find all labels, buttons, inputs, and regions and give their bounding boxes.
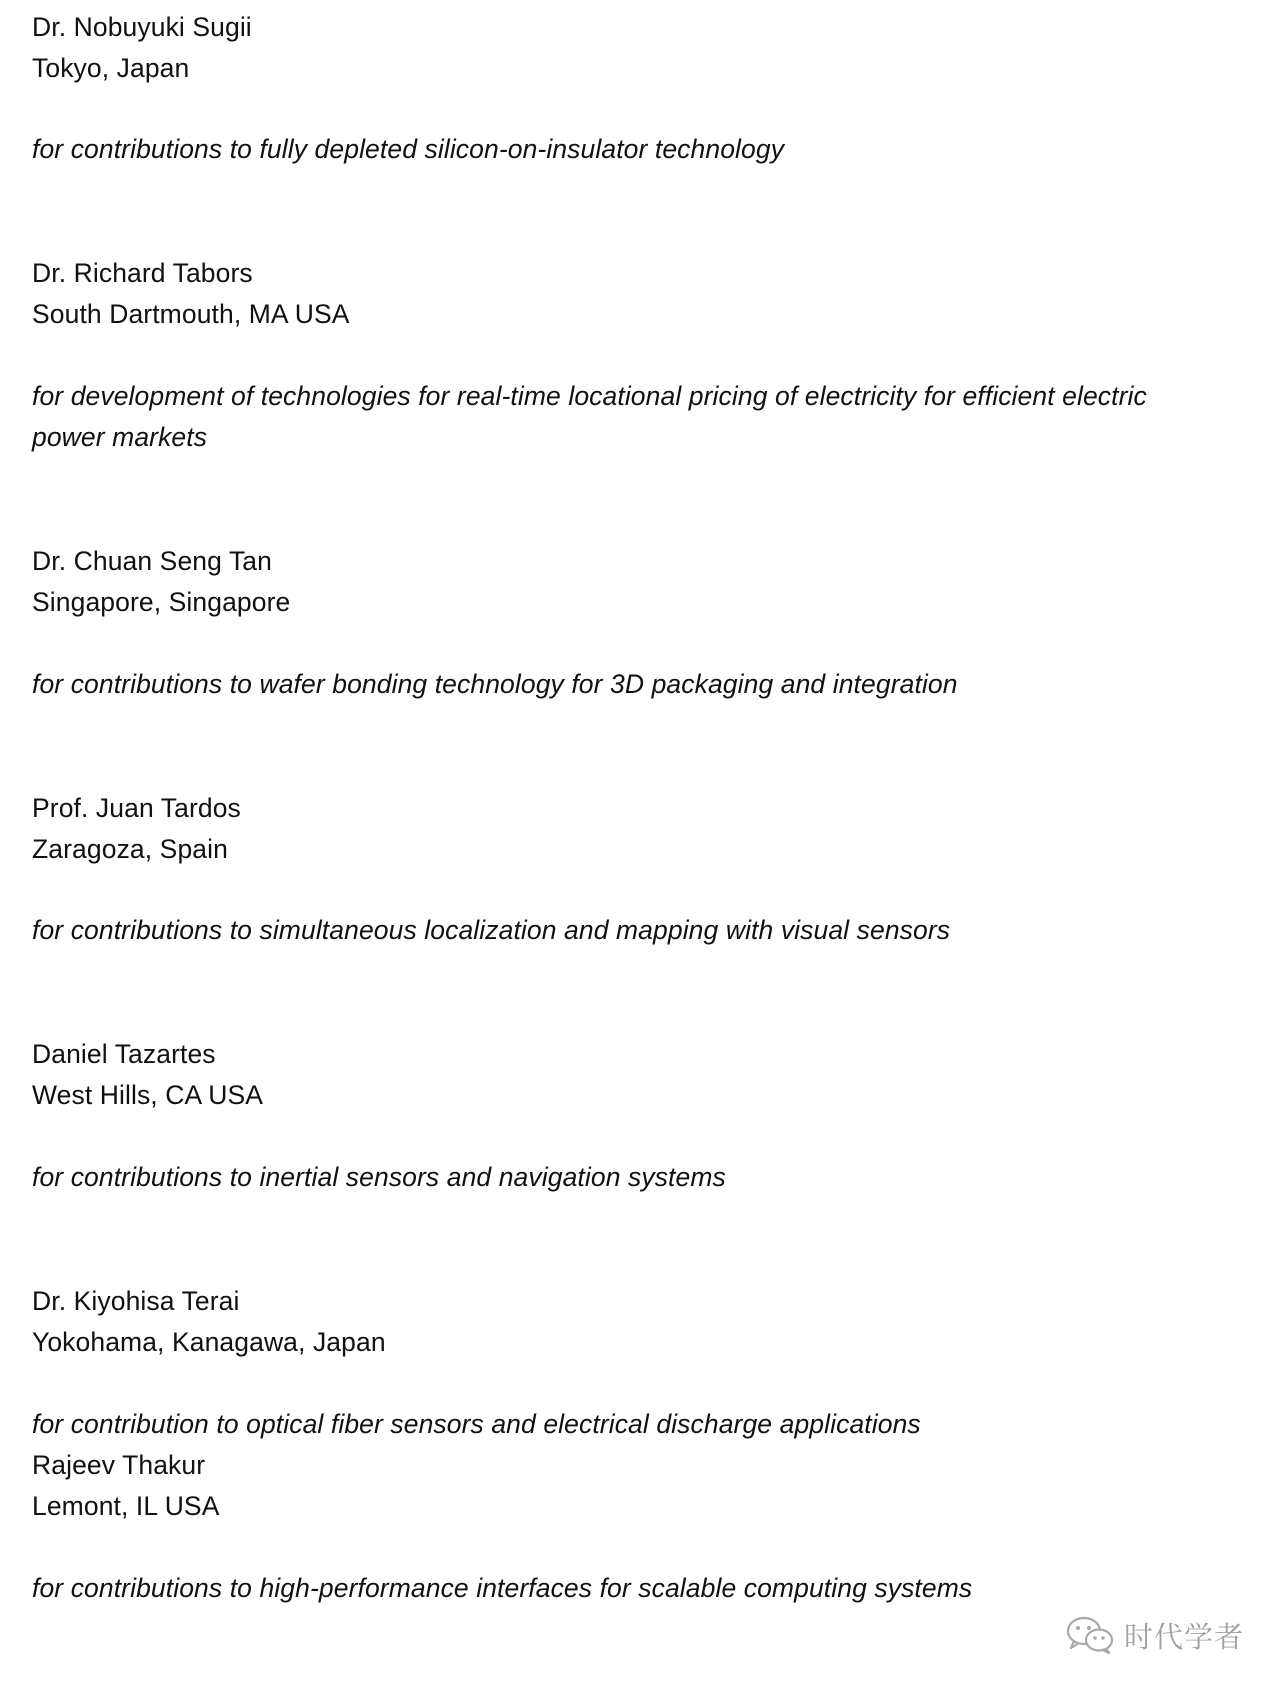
- fellow-location: Singapore, Singapore: [32, 587, 291, 617]
- fellow-location: Zaragoza, Spain: [32, 834, 228, 864]
- fellow-citation: for contributions to wafer bonding technology for 3D packaging and integration: [32, 669, 958, 699]
- fellow-citation: for contributions to inertial sensors and navigation systems: [32, 1162, 726, 1192]
- fellow-citation: for contributions to high-performance interfaces for scalable computing systems: [32, 1573, 973, 1603]
- fellow-citation: for contributions to simultaneous localization and mapping with visual sensors: [32, 915, 951, 945]
- fellow-citation-continued: power markets: [32, 422, 208, 452]
- fellow-citation: for development of technologies for real-time locational pricing of electricity for efficient electric: [32, 381, 1147, 411]
- fellow-citation: for contributions to fully depleted silicon-on-insulator technology: [32, 134, 785, 164]
- fellow-location: West Hills, CA USA: [32, 1080, 264, 1110]
- fellow-name: Dr. Nobuyuki Sugii: [32, 12, 252, 42]
- fellow-name: Dr. Kiyohisa Terai: [32, 1286, 240, 1316]
- fellow-location: South Dartmouth, MA USA: [32, 299, 350, 329]
- fellow-name: Daniel Tazartes: [32, 1039, 216, 1069]
- fellow-name: Dr. Chuan Seng Tan: [32, 546, 272, 576]
- watermark: [1064, 1613, 1244, 1657]
- fellow-name: Rajeev Thakur: [32, 1450, 206, 1480]
- fellow-name: Dr. Richard Tabors: [32, 258, 253, 288]
- fellow-location: Yokohama, Kanagawa, Japan: [32, 1327, 386, 1357]
- fellow-citation: for contribution to optical fiber sensors and electrical discharge applications: [32, 1409, 921, 1439]
- fellow-location: Tokyo, Japan: [32, 53, 190, 83]
- fellow-location: Lemont, IL USA: [32, 1491, 220, 1521]
- watermark-text: 时代学者: [1123, 1619, 1244, 1654]
- fellow-name: Prof. Juan Tardos: [32, 793, 241, 823]
- wechat-icon: [1064, 1615, 1116, 1655]
